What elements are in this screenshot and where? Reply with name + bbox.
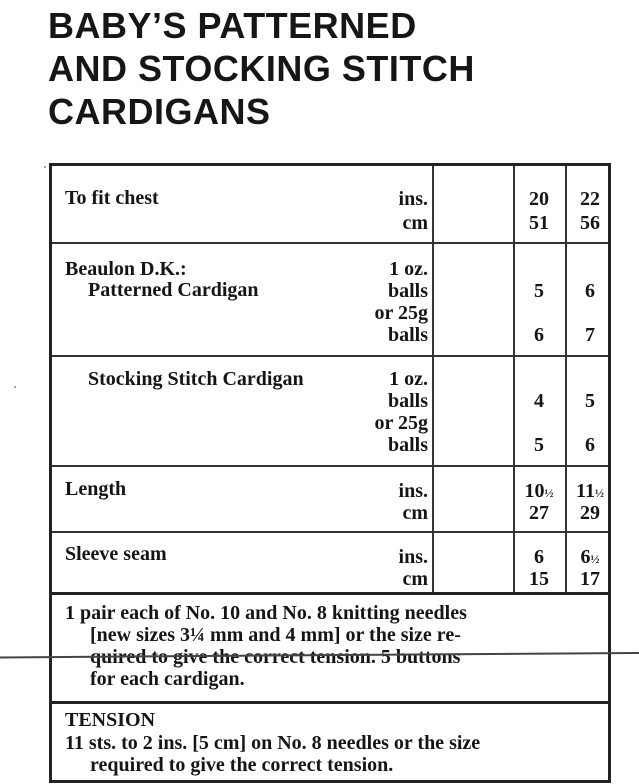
row-divider <box>52 465 608 467</box>
size2-value: 56 <box>580 212 600 234</box>
unit-label: cm <box>402 212 428 234</box>
needles-note-line: quired to give the correct tension. 5 buttons <box>90 646 461 668</box>
unit-label: cm <box>402 568 428 590</box>
tension-line: 11 sts. to 2 ins. [5 cm] on No. 8 needles or the size <box>65 732 481 754</box>
size1-value: 20 <box>529 188 549 210</box>
row-divider <box>52 531 608 533</box>
row-sublabel-patterned: Patterned Cardigan <box>88 279 259 301</box>
pattern-info-table <box>49 163 611 783</box>
unit-label: balls <box>387 280 428 302</box>
row-divider <box>52 242 608 244</box>
size2-value: 17 <box>580 568 600 590</box>
needles-note-line: [new sizes 3¼ mm and 4 mm] or the size re- <box>90 624 461 646</box>
unit-label: balls <box>387 390 428 412</box>
size2-value: 22 <box>580 188 600 210</box>
unit-label: 1 oz. <box>389 258 428 280</box>
unit-label: ins. <box>398 546 428 568</box>
unit-label: ins. <box>398 188 428 210</box>
scan-speck <box>14 386 16 388</box>
title-line-2: AND STOCKING STITCH <box>48 48 475 89</box>
unit-label: balls <box>387 434 428 456</box>
title-line-3: CARDIGANS <box>48 91 271 132</box>
size1-value: 6 <box>534 546 544 568</box>
size2-value-fraction: 6½ <box>580 546 600 568</box>
section-divider <box>52 701 608 704</box>
needles-note-line: for each cardigan. <box>90 668 245 690</box>
row-label-chest: To fit chest <box>65 187 159 209</box>
unit-label: cm <box>402 502 428 524</box>
size2-value: 29 <box>580 502 600 524</box>
size1-value: 5 <box>534 280 544 302</box>
unit-label: balls <box>387 324 428 346</box>
section-divider <box>52 780 608 783</box>
size1-value: 15 <box>529 568 549 590</box>
unit-label: or 25g <box>374 302 428 324</box>
section-divider <box>52 592 608 595</box>
unit-label: 1 oz. <box>389 368 428 390</box>
title-line-1: BABY’S PATTERNED <box>48 5 417 46</box>
row-label-stocking-stitch: Stocking Stitch Cardigan <box>88 368 304 390</box>
size1-value: 5 <box>534 434 544 456</box>
row-label-sleeve-seam: Sleeve seam <box>65 543 167 565</box>
needles-note-line: 1 pair each of No. 10 and No. 8 knitting needles <box>65 602 467 624</box>
size2-value: 6 <box>585 280 595 302</box>
size2-value: 5 <box>585 390 595 412</box>
row-label-yarn: Beaulon D.K.: <box>65 258 187 280</box>
size1-value-fraction: 10½ <box>524 480 554 502</box>
size1-value: 4 <box>534 390 544 412</box>
row-divider <box>52 355 608 357</box>
size1-value: 27 <box>529 502 549 524</box>
size1-value: 51 <box>529 212 549 234</box>
scan-speck <box>44 166 46 168</box>
size2-value-fraction: 11½ <box>576 480 604 502</box>
unit-label: or 25g <box>374 412 428 434</box>
unit-label: ins. <box>398 480 428 502</box>
tension-line: required to give the correct tension. <box>90 754 394 776</box>
size1-value: 6 <box>534 324 544 346</box>
size2-value: 7 <box>585 324 595 346</box>
tension-heading: TENSION <box>65 709 156 731</box>
page-title <box>48 4 628 133</box>
row-label-length: Length <box>65 478 127 500</box>
size2-value: 6 <box>585 434 595 456</box>
